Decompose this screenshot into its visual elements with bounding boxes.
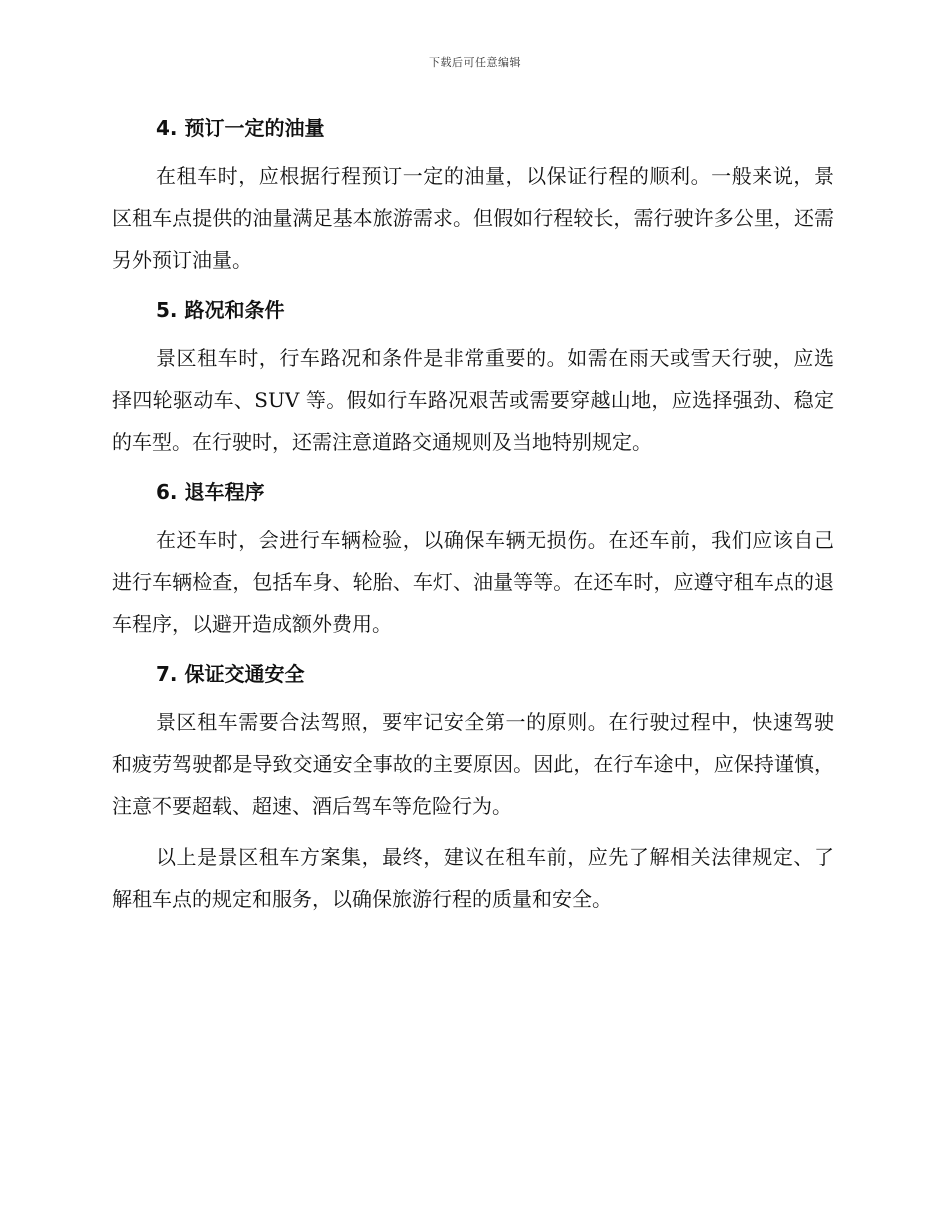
section-paragraph: 景区租车需要合法驾照，要牢记安全第一的原则。在行驶过程中，快速驾驶和疲劳驾驶都是导致交通安全事故的主要原因。因此，在行车途中，应保持谨慎，注意不要超载、超速、酒后驾车等危险行为。 [112, 710, 834, 818]
section-heading: 5. 路况和条件 [156, 298, 285, 322]
section-heading: 4. 预订一定的油量 [156, 116, 325, 140]
section-heading: 7. 保证交通安全 [156, 662, 305, 686]
section-paragraph: 在还车时，会进行车辆检验，以确保车辆无损伤。在还车前，我们应该自己进行车辆检查，包括车身、轮胎、车灯、油量等等。在还车时，应遵守租车点的退车程序，以避开造成额外费用。 [112, 528, 834, 636]
conclusion-paragraph: 以上是景区租车方案集，最终，建议在租车前，应先了解相关法律规定、了解租车点的规定和服务，以确保旅游行程的质量和安全。 [112, 845, 834, 911]
header-note: 下载后可任意编辑 [429, 56, 521, 69]
document-body [112, 108, 834, 929]
section-heading: 6. 退车程序 [156, 480, 265, 504]
section-paragraph: 在租车时，应根据行程预订一定的油量，以保证行程的顺利。一般来说，景区租车点提供的油量满足基本旅游需求。但假如行程较长，需行驶许多公里，还需另外预订油量。 [112, 164, 834, 272]
section-paragraph: 景区租车时，行车路况和条件是非常重要的。如需在雨天或雪天行驶，应选择四轮驱动车、SUV 等。假如行车路况艰苦或需要穿越山地，应选择强劲、稳定的车型。在行驶时，还需注意道路交通规则及当地特别规定。 [112, 346, 834, 454]
